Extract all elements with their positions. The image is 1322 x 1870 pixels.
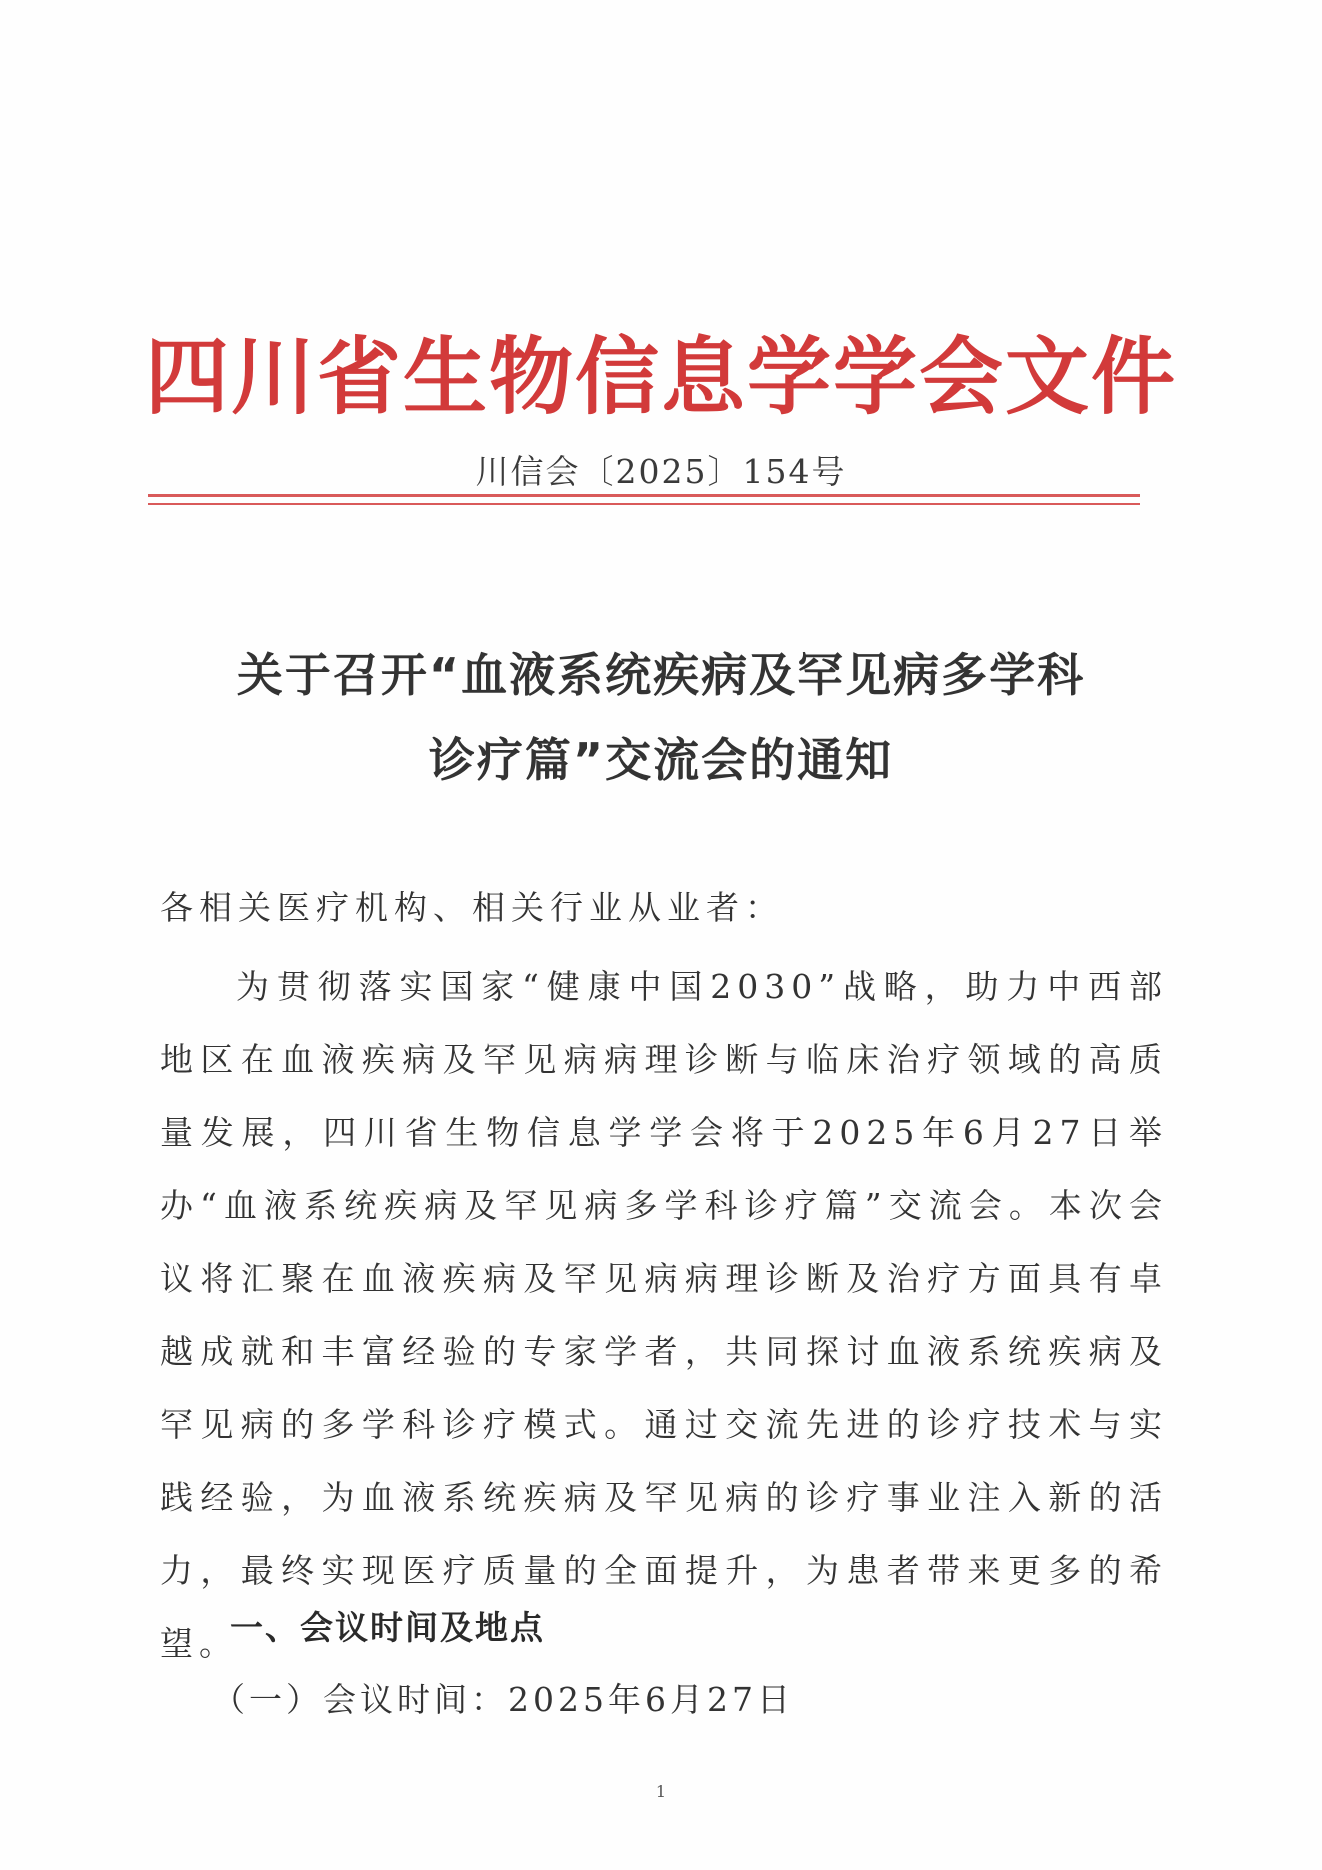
page-number: 1 (655, 1782, 667, 1801)
header-divider-thick (148, 494, 1140, 497)
section-heading-1: 一、会议时间及地点 (230, 1608, 545, 1647)
document-number: 川信会〔2025〕154号 (475, 452, 847, 491)
body-paragraph: 为贯彻落实国家“健康中国2030”战略，助力中西部地区在血液疾病及罕见病病理诊断与临床治疗领域的高质量发展，四川省生物信息学学会将于2025年6月27日举办“血液系统疾病及罕见病多学科诊疗篇”交流会。本次会议将汇聚在血液疾病及罕见病病理诊断及治疗方面具有卓越成就和丰富经验的专家学者，共同探讨血液系统疾病及罕见病的多学科诊疗模式。通过交流先进的诊疗技术与实践经验，为血液系统疾病及罕见病的诊疗事业注入新的活力，最终实现医疗质量的全面提升，为患者带来更多的希望。 (160, 967, 1168, 1663)
org-header-title: 四川省生物信息学学会文件 (144, 328, 1177, 426)
notice-title-line2: 诊疗篇”交流会的通知 (428, 733, 894, 787)
header-divider-thin (148, 503, 1140, 505)
salutation: 各相关医疗机构、相关行业从业者： (160, 888, 784, 927)
notice-title-line1: 关于召开“血液系统疾病及罕见病多学科 (236, 648, 1086, 702)
meeting-time-item: （一）会议时间：2025年6月27日 (212, 1680, 794, 1719)
